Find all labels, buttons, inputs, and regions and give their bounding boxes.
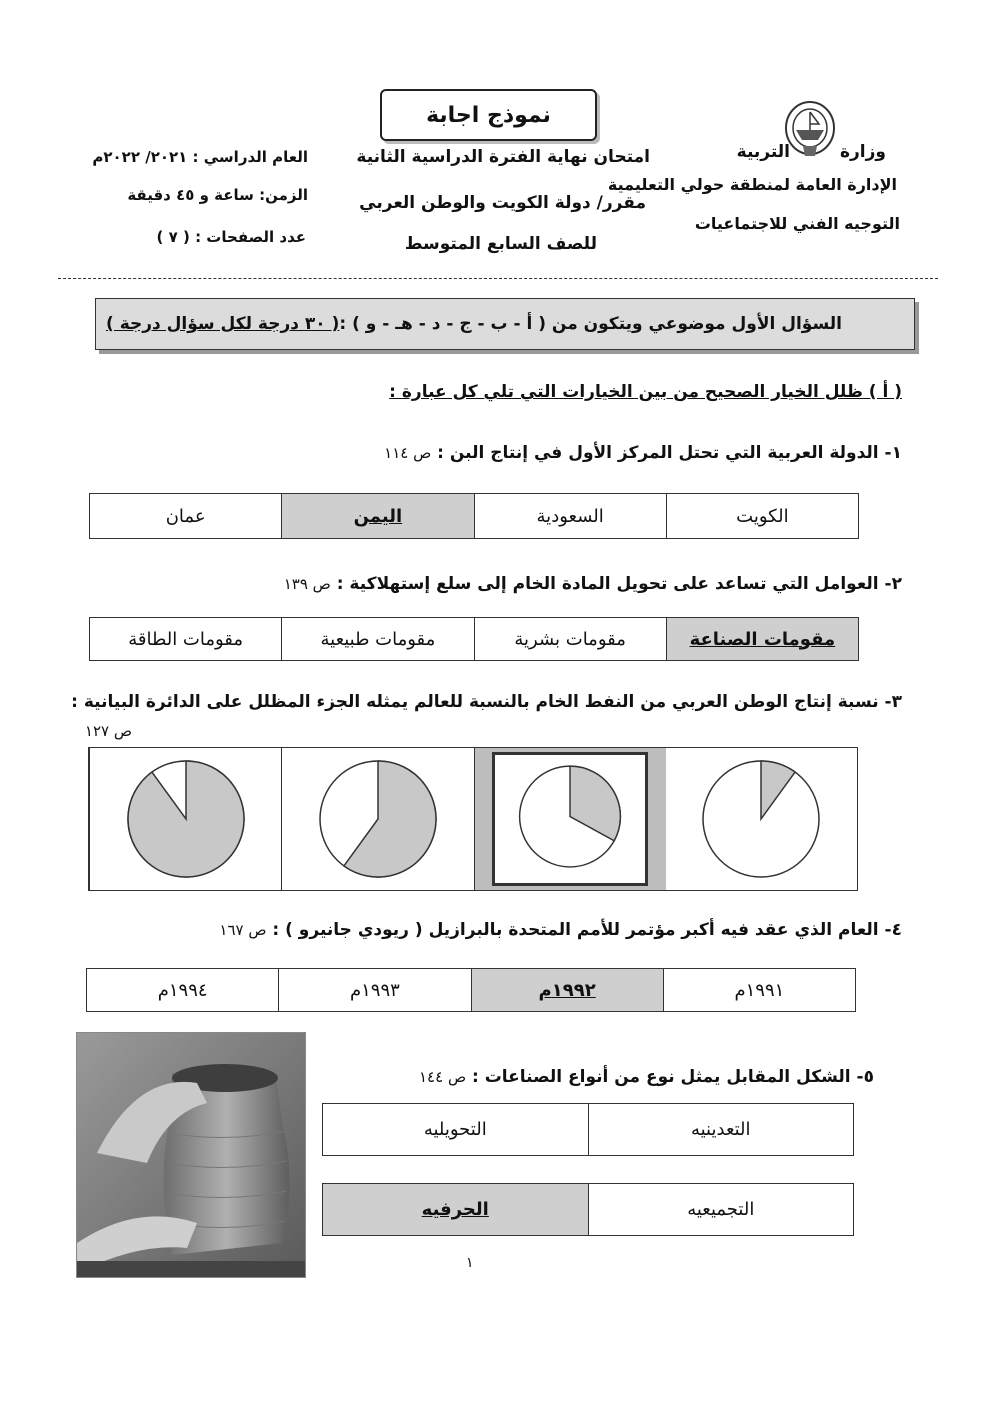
ministry-line2: التربية [736, 142, 790, 162]
pottery-photo [76, 1032, 306, 1278]
directorate: الإدارة العامة لمنطقة حولي التعليمية [607, 175, 897, 194]
item2-text: ٢- العوامل التي تساعد على تحويل المادة الخام إلى سلع إستهلاكية : [336, 574, 902, 594]
item4-text: ٤- العام الذي عقد فيه أكبر مؤتمر للأمم المتحدة بالبرازيل ( ريودي جانيرو ) : [272, 920, 902, 940]
item5-ref: ص ١٤٤ [419, 1068, 467, 1086]
item3-option-2-selected[interactable] [474, 748, 666, 890]
item2-question [284, 574, 902, 594]
item2-option-3[interactable]: مقومات طبيعية [281, 618, 473, 660]
item1-option-3-selected[interactable]: اليمن [281, 494, 473, 538]
supervision: التوجيه الفني للاجتماعيات [694, 214, 900, 233]
item5-option-3[interactable]: التجميعيه [588, 1184, 854, 1235]
item1-ref: ص ١١٤ [384, 444, 432, 462]
question1-score: ( ٣٠ درجة لكل سؤال درجة ) [106, 314, 340, 334]
item3-pie-options [88, 747, 858, 891]
item1-options [89, 493, 859, 539]
item3-question: ٣- نسبة إنتاج الوطن العربي من النفط الخام بالنسبة للعالم يمثله الجزء المظلل على الدائرة البيانية : [71, 692, 902, 712]
page-number: ١ [466, 1255, 474, 1271]
pie-4 [128, 761, 244, 877]
answer-model-label: نموذج اجابة [380, 89, 597, 141]
item3-option-1[interactable] [666, 748, 857, 890]
item1-question [384, 443, 902, 463]
course-title: مقرر/ دولة الكويت والوطن العربي [359, 193, 646, 213]
exam-title: امتحان نهاية الفترة الدراسية الثانية [356, 147, 650, 167]
item2-options [89, 617, 859, 661]
exam-duration: الزمن: ساعة و ٤٥ دقيقة [127, 186, 308, 204]
item5-option-4-selected[interactable]: الحرفيه [323, 1184, 588, 1235]
item2-option-2[interactable]: مقومات بشرية [474, 618, 666, 660]
item1-option-4[interactable]: عمان [165, 505, 206, 527]
item2-option-4[interactable]: مقومات الطاقة [128, 628, 244, 650]
item5-question [419, 1067, 874, 1087]
part-a-instruction: ( أ ) ظلل الخيار الصحيح من بين الخيارات التي تلي كل عبارة : [389, 382, 902, 402]
item5-options-row2 [322, 1183, 854, 1236]
pie-3 [320, 761, 436, 877]
page-count: عدد الصفحات : ( ٧ ) [156, 228, 306, 246]
item4-option-3[interactable]: ١٩٩٣م [278, 969, 470, 1011]
grade-title: للصف السابع المتوسط [404, 234, 597, 254]
item5-option-1[interactable]: التعدينيه [588, 1104, 854, 1155]
selected-pie-frame [492, 752, 648, 886]
pie-shaded-slice [128, 761, 244, 877]
item4-ref: ص ١٦٧ [219, 921, 267, 939]
item5-text: ٥- الشكل المقابل يمثل نوع من أنواع الصناعات : [472, 1067, 874, 1087]
ministry-line1: وزارة [839, 142, 886, 162]
item2-ref: ص ١٣٩ [283, 575, 331, 593]
item5-options-row1 [322, 1103, 854, 1156]
item2-option-1-selected[interactable]: مقومات الصناعة [666, 618, 858, 660]
item4-options [86, 968, 856, 1012]
academic-year: العام الدراسي : ٢٠٢١/ ٢٠٢٢م [92, 148, 308, 166]
item4-option-4[interactable]: ١٩٩٤م [157, 979, 208, 1001]
item3-option-4[interactable] [89, 748, 281, 890]
pie-2 [520, 766, 621, 867]
item4-question [219, 920, 902, 940]
item1-text: ١- الدولة العربية التي تحتل المركز الأول في إنتاج البن : [437, 443, 902, 463]
item1-option-1[interactable]: الكويت [666, 494, 858, 538]
item1-option-2[interactable]: السعودية [474, 494, 666, 538]
question1-banner [95, 298, 915, 350]
header-divider [58, 278, 938, 279]
item4-option-1[interactable]: ١٩٩١م [663, 969, 855, 1011]
item3-option-3[interactable] [281, 748, 473, 890]
item3-ref: ص ١٢٧ [84, 722, 132, 740]
pie-1 [703, 761, 819, 877]
question1-title: السؤال الأول موضوعي ويتكون من ( أ - ب - ج - د - هـ - و ) : [339, 314, 842, 334]
item5-option-2[interactable]: التحويليه [423, 1119, 487, 1140]
item4-option-2-selected[interactable]: ١٩٩٢م [471, 969, 663, 1011]
